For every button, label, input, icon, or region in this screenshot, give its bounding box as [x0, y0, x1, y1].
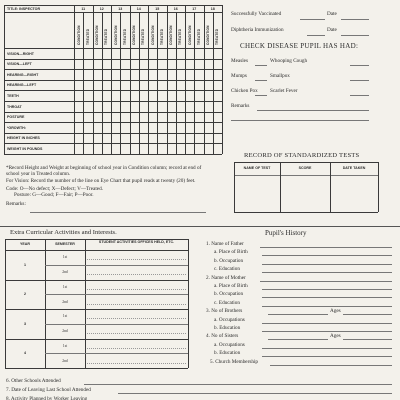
history-sub-label: b. Education	[214, 325, 241, 331]
disease-item: Scarlet Fever	[270, 88, 298, 94]
disease-title: CHECK DISEASE PUPIL HAS HAD:	[240, 42, 359, 50]
grade-col-11: 11	[81, 6, 86, 11]
grid-row-label: TEETH	[7, 93, 19, 98]
history-title: Pupil's History	[265, 229, 307, 237]
activity-planned-label: 8. Activity Planned by Worker Leaving	[6, 396, 88, 400]
semester-label: 1st	[62, 255, 68, 260]
sub-header-treated: TREATED	[104, 28, 109, 45]
history-sub-label: a. Occupations	[214, 341, 245, 348]
grid-row-label: HEIGHT IN INCHES	[7, 136, 40, 141]
semester-label: 2nd	[62, 358, 68, 363]
date-leaving-label: 7. Date of Leaving Last School Attended	[6, 387, 91, 393]
sub-header-treated: TREATED	[196, 28, 201, 45]
sub-header-condition: CONDITION	[113, 25, 118, 45]
history-sub-label: c. Education	[214, 266, 240, 273]
history-sub-label: c. Education	[214, 299, 240, 306]
sub-header-condition: CONDITION	[150, 25, 155, 45]
grade-col-15: 15	[155, 6, 160, 11]
tests-col-header: NAME OF TEST	[243, 166, 271, 170]
vaccinated-line: Successfully Vaccinated	[231, 11, 282, 17]
grid-row-label: HEARING—RIGHT	[7, 72, 39, 77]
note-posture: Posture: G—Good; F—Fair; P—Poor.	[14, 191, 94, 198]
grade-col-16: 16	[173, 6, 178, 11]
grid-row-label: THROAT	[7, 104, 22, 109]
disease-item: Whooping Cough	[270, 58, 308, 64]
sub-header-treated: TREATED	[159, 28, 164, 45]
history-sub-label: b. Occupation	[214, 291, 244, 298]
title-inspector-label: TITLE: INSPECTOR	[7, 6, 41, 11]
disease-remarks-label: Remarks	[231, 103, 250, 109]
grade-col-14: 14	[136, 6, 141, 11]
history-item-label: 2. Name of Mother	[206, 274, 246, 281]
extra-col-header: STUDENT ACTIVITIES OFFICES HELD, ETC.	[98, 240, 175, 244]
sub-header-condition: CONDITION	[187, 25, 192, 45]
sub-header-condition: CONDITION	[169, 25, 174, 45]
grid-notes	[6, 165, 206, 207]
note-vision: For Vision: Record the number of the line on Eye Chart that pupil reads at twenty (20) feet.	[6, 178, 196, 185]
sub-header-treated: TREATED	[141, 28, 146, 45]
disease-item: Smallpox	[270, 73, 290, 79]
sub-header-condition: CONDITION	[95, 25, 100, 45]
grade-col-13: 13	[118, 6, 123, 11]
year-label: 4	[24, 351, 26, 356]
semester-label: 1st	[62, 314, 68, 319]
grid-row-label: HEARING—LEFT	[7, 83, 37, 88]
history-sub-label: a. Place of Birth	[214, 249, 248, 256]
history-sub-label: a. Place of Birth	[214, 283, 248, 289]
tests-col-header: SCORE	[298, 166, 312, 170]
year-label: 3	[24, 321, 26, 326]
sub-header-treated: TREATED	[122, 28, 127, 45]
grid-row-label: *GROWTH:	[7, 125, 26, 130]
history-item-label: 1. Name of Father	[206, 241, 244, 247]
diphtheria-date-label: Date	[327, 27, 337, 33]
vaccinated-date-label: Date	[327, 11, 337, 17]
diphtheria-line: Diphtheria Immunization	[231, 27, 284, 33]
grade-col-18: 18	[210, 6, 215, 11]
extracurricular-title: Extra Curricular Activities and Interests.	[10, 229, 117, 236]
sub-header-treated: TREATED	[178, 28, 183, 45]
history-item-label: 3. No of Brothers	[206, 308, 243, 315]
year-label: 2	[24, 292, 26, 297]
history-sub-label: b. Education	[214, 350, 241, 357]
disease-item: Mumps	[231, 73, 247, 79]
church-membership-label: 5. Church Membership	[210, 358, 258, 365]
sub-header-condition: CONDITION	[132, 25, 137, 45]
sub-header-condition: CONDITION	[76, 25, 81, 45]
history-ages-label: Ages	[330, 308, 341, 315]
grid-row-label: WEIGHT IN POUNDS	[7, 146, 43, 151]
other-schools-label: 6. Other Schools Attended	[6, 378, 61, 384]
sub-header-condition: CONDITION	[206, 25, 211, 45]
sub-header-treated: TREATED	[215, 28, 220, 45]
year-label: 1	[24, 262, 26, 267]
history-ages-label: Ages	[330, 333, 341, 340]
sub-header-treated: TREATED	[85, 28, 90, 45]
grid-row-label: VISION—RIGHT	[7, 51, 34, 56]
history-item-label: 4. No of Sisters	[206, 333, 239, 340]
grid-row-label: VISION—LEFT	[7, 62, 32, 67]
tests-col-header: DATE TAKEN	[342, 166, 366, 170]
semester-label: 2nd	[62, 329, 68, 334]
semester-label: 2nd	[62, 299, 68, 304]
disease-item: Chicken Pox	[231, 88, 258, 94]
history-sub-label: a. Occupations	[214, 316, 245, 323]
grade-col-17: 17	[192, 6, 197, 11]
history-sub-label: b. Occupation	[214, 257, 244, 264]
disease-item: Measles	[231, 58, 248, 64]
grade-col-12: 12	[99, 6, 104, 11]
grid-row-label: POSTURE	[7, 115, 25, 120]
semester-label: 2nd	[62, 270, 68, 275]
grid-remarks-label: Remarks:	[6, 201, 26, 208]
semester-label: 1st	[62, 284, 68, 289]
semester-label: 1st	[62, 343, 68, 348]
note-height-weight: *Record Height and Weight at beginning of school year in Condition column; record at end of school year in Treated column.	[6, 165, 202, 178]
extra-col-header: YEAR	[20, 242, 30, 246]
tests-title: RECORD OF STANDARDIZED TESTS	[244, 152, 360, 159]
note-code: Code: O—No defect; X—Defect; V—Treated.	[6, 185, 103, 192]
extra-col-header: SEMESTER	[55, 242, 75, 246]
